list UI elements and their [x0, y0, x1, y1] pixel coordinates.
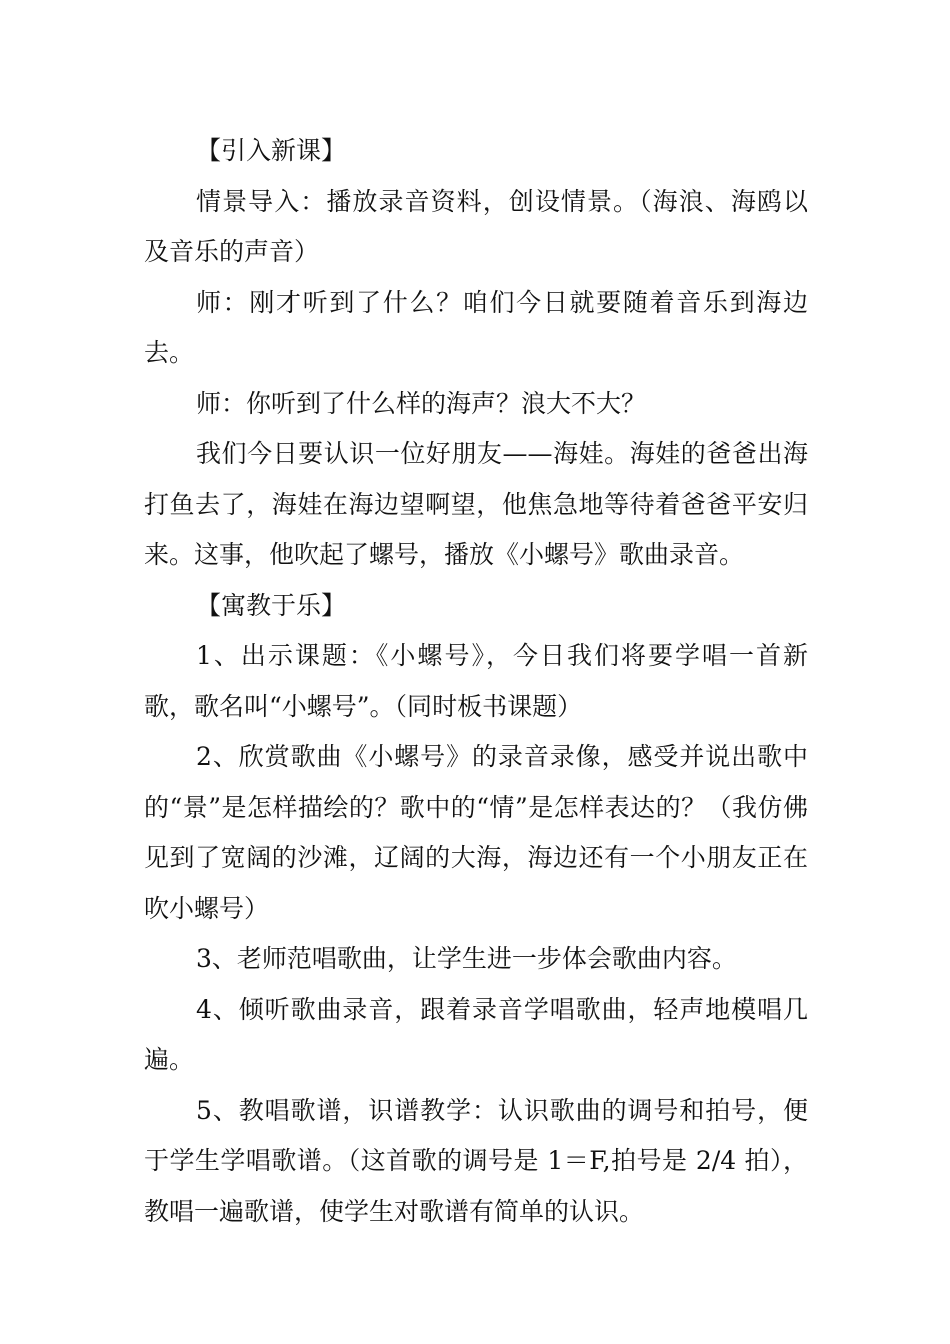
paragraph-teacher-question-1: 师：刚才听到了什么？咱们今日就要随着音乐到海边去。: [144, 287, 808, 367]
paragraph-step-4: 4、倾听歌曲录音，跟着录音学唱歌曲，轻声地模唱几遍。: [144, 994, 808, 1074]
paragraph-step-3: 3、老师范唱歌曲，让学生进一步体会歌曲内容。: [196, 944, 737, 973]
section-heading-teaching: 【寓教于乐】: [196, 590, 347, 620]
paragraph-story: 我们今日要认识一位好朋友——海娃。海娃的爸爸出海打鱼去了，海娃在海边望啊望，他焦急地等待着爸爸平安归来。这事，他吹起了螺号，播放《小螺号》歌曲录音。: [144, 439, 808, 569]
section-heading-intro: 【引入新课】: [196, 136, 347, 165]
paragraph-step-1: 1、出示课题：《小螺号》，今日我们将要学唱一首新歌，歌名叫“小螺号”。（同时板书课题）: [144, 641, 808, 721]
paragraph-step-5: 5、教唱歌谱，识谱教学：认识歌曲的调号和拍号，便于学生学唱歌谱。（这首歌的调号是 1＝F,拍号是 2/4 拍），教唱一遍歌谱，使学生对歌谱有简单的认识。: [144, 1095, 808, 1226]
paragraph-scene-intro: 情景导入：播放录音资料，创设情景。（海浪、海鸥以及音乐的声音）: [144, 186, 808, 266]
paragraph-step-2: 2、欣赏歌曲《小螺号》的录音录像，感受并说出歌中的“景”是怎样描绘的？歌中的“情”是怎样表达的？（我仿佛见到了宽阔的沙滩，辽阔的大海，海边还有一个小朋友正在吹小螺号）: [144, 742, 808, 923]
paragraph-teacher-question-2: 师：你听到了什么样的海声？浪大不大？: [196, 388, 647, 418]
document-body: [144, 126, 808, 1237]
